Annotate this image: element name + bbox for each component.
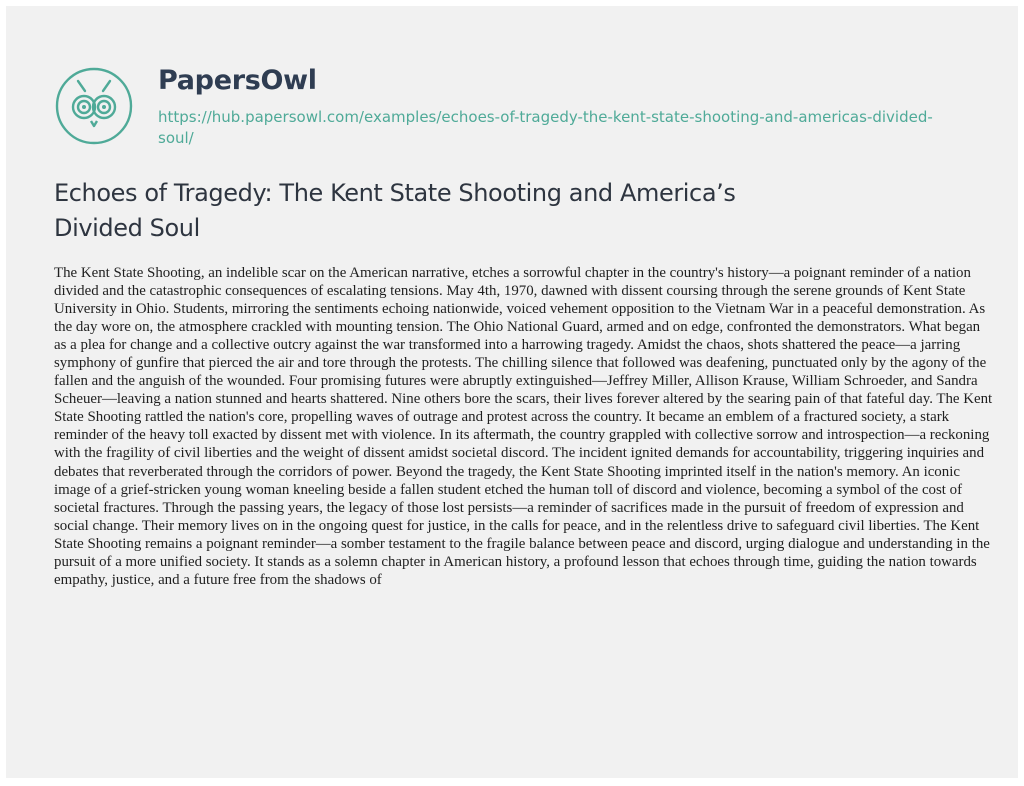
header [54, 66, 974, 166]
owl-logo-icon [54, 66, 134, 146]
document-page [6, 6, 1018, 778]
brand-name: PapersOwl [158, 65, 317, 96]
document-title: Echoes of Tragedy: The Kent State Shooting and America’s Divided Soul [54, 179, 736, 242]
essay-body: The Kent State Shooting, an indelible scar on the American narrative, etches a sorrowful chapter in the country's history—a poignant reminder of a nation divided and the catastrophic consequences of escalating tensions. May 4th, 1970, dawned with dissent coursing through the serene grounds of Kent State University in Ohio. Students, mirroring the sentiments echoing nationwide, voiced vehement opposition to the Vietnam War in a peaceful demonstration. As the day wore on, the atmosphere crackled with mounting tension. The Ohio National Guard, armed and on edge, confronted the demonstrators. What began as a plea for change and a collective outcry against the war transformed into a harrowing tragedy. Amidst the chaos, shots shattered the peace—a jarring symphony of gunfire that pierced the air and tore through the protests. The chilling silence that followed was deafening, punctuated only by the agony of the fallen and the anguish of the wounded. Four promising futures were abruptly extinguished—Jeffrey Miller, Allison Krause, William Schroeder, and Sandra Scheuer—leaving a nation stunned and hearts shattered. Nine others bore the scars, their lives forever altered by the searing pain of that fateful day. The Kent State Shooting rattled the nation's core, propelling waves of outrage and protest across the country. It became an emblem of a fractured society, a stark reminder of the heavy toll exacted by dissent met with violence. In its aftermath, the country grappled with collective sorrow and introspection—a reckoning with the fragility of civil liberties and the weight of dissent amidst societal discord. The incident ignited demands for accountability, triggering inquiries and debates that reverberated through the corridors of power. Beyond the tragedy, the Kent State Shooting imprinted itself in the nation's memory. An iconic image of a grief-stricken young woman kneeling beside a fallen student etched the human toll of discord and violence, becoming a symbol of the cost of societal fractures. Through the passing years, the legacy of those lost persists—a reminder of sacrifices made in the pursuit of freedom of expression and social change. Their memory lives on in the ongoing quest for justice, in the calls for peace, and in the relentless drive to safeguard civil liberties. The Kent State Shooting remains a poignant reminder—a somber testament to the fragile balance between peace and discord, urging dialogue and understanding in the pursuit of a more unified society. It stands as a solemn chapter in American history, a profound lesson that echoes through time, guiding the nation towards empathy, justice, and a future free from the shadows of [54, 265, 993, 588]
source-url-link[interactable]: https://hub.papersowl.com/examples/echoes-of-tragedy-the-kent-state-shooting-and-americas-divided-soul/ [158, 108, 933, 147]
